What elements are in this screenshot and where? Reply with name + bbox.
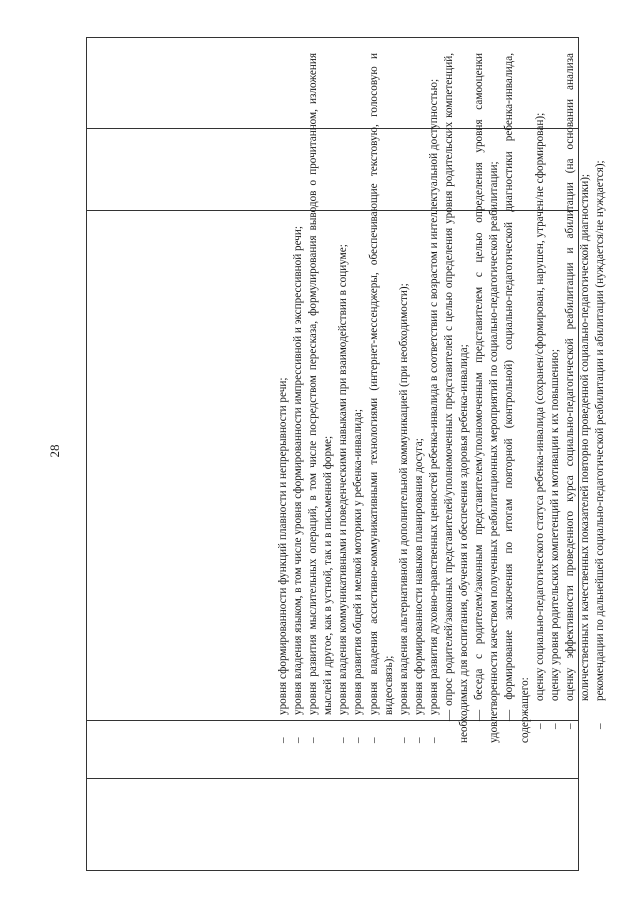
paragraph-dash: — bbox=[473, 709, 486, 721]
list-dash: – bbox=[548, 723, 561, 729]
paragraph-dash: — bbox=[443, 709, 456, 721]
cell-content bbox=[276, 53, 608, 743]
list-item-text: уровня развития мыслительных операций, в том числе посредством пересказа, формулирования выводов о прочитанном, изложения мыслей и другое, как в устной, так и в письменной форме; bbox=[307, 53, 335, 715]
list-item bbox=[367, 53, 397, 743]
list-item-text: рекомендации по дальнейшей социально-педагогической реабилитации и абилитации (нуждается/не нуждается); bbox=[593, 160, 606, 701]
paragraph-dash: — bbox=[503, 709, 516, 721]
sub-list-item bbox=[593, 53, 608, 743]
list-dash: – bbox=[427, 737, 440, 743]
list-item-text: уровня развития общей и мелкой моторики у ребенка-инвалида; bbox=[352, 409, 365, 715]
rotated-table-cell bbox=[276, 53, 640, 743]
list-dash: – bbox=[412, 737, 425, 743]
list-item bbox=[397, 53, 412, 743]
list-item-text: уровня владения языком, в том числе уровня сформированности импрессивной и экспрессивной речи; bbox=[292, 225, 305, 715]
list-item-text: оценку уровня родительских компетенций и мотивации к их повышению; bbox=[548, 349, 561, 701]
list-dash: – bbox=[307, 737, 320, 743]
list-dash: – bbox=[397, 737, 410, 743]
sub-list-item bbox=[548, 53, 563, 743]
list-item-text: уровня сформированности функций плавности и непрерывности речи; bbox=[277, 377, 289, 715]
list-item-text: уровня владения альтернативной и дополнительной коммуникацией (при необходимости); bbox=[397, 283, 410, 715]
list-item bbox=[276, 53, 291, 743]
list-item bbox=[291, 53, 306, 743]
list-dash: – bbox=[277, 737, 289, 743]
list-item-text: оценку эффективности проведенного курса социально-педагогической реабилитации и абилитации (на основании анализа количественных и качественных показателей повторно проведенной социально-педагогической диагностики); bbox=[563, 53, 591, 701]
list-item bbox=[427, 53, 442, 743]
list-item bbox=[336, 53, 351, 743]
list-item bbox=[412, 53, 427, 743]
list-dash: – bbox=[563, 723, 576, 729]
list-dash: – bbox=[337, 737, 350, 743]
list-dash: – bbox=[292, 737, 305, 743]
list-item-text: уровня сформированности навыков планирования досуга; bbox=[412, 438, 425, 715]
list-dash: – bbox=[533, 723, 546, 729]
list-item-text: уровня владения коммуникативными и поведенческими навыками при взаимодействии в социуме; bbox=[337, 244, 350, 715]
page-number: 28 bbox=[47, 444, 62, 458]
paragraph bbox=[502, 53, 532, 743]
list-item bbox=[306, 53, 336, 743]
list-dash: – bbox=[593, 723, 606, 729]
paragraph bbox=[442, 53, 472, 743]
list-dash: – bbox=[367, 737, 380, 743]
paragraph-text: беседа с родителем/законным представителем/уполномоченным представителем с целью определения уровня самооценки удовлетворенности качеством полученных реабилитационных мероприятий по социально-педагогической реабилитации; bbox=[473, 52, 501, 743]
list-item-text: оценку социально-педагогического статуса ребенка-инвалида (сохранен/сформирован, нарушен, утрачен/не сформирован); bbox=[533, 112, 546, 701]
list-item-text: уровня развития духовно-нравственных ценностей ребенка-инвалида в соответствии с возрастом и интеллектуальной доступностью; bbox=[427, 78, 440, 715]
paragraph-text: опрос родителей/законных представителей/уполномоченных представителей с целью определения уровня родительских компетенций, необходимых для воспитания, обучения и обеспечения здоровья ребенка-инвалида; bbox=[443, 52, 471, 743]
paragraph-text: формирование заключения по итогам повторной (контрольной) социально-педагогической диагностики ребенка-инвалида, содержащего: bbox=[503, 52, 531, 743]
list-dash: – bbox=[352, 737, 365, 743]
list-item bbox=[351, 53, 366, 743]
sub-list-item bbox=[533, 53, 548, 743]
sub-list-item bbox=[563, 53, 593, 743]
list-item-text: уровня владения ассистивно-коммуникативными технологиями (интернет-мессенджеры, обеспечивающие текстовую, голосовую и видеосвязь); bbox=[367, 53, 395, 715]
paragraph bbox=[472, 53, 502, 743]
table-row-divider bbox=[87, 778, 578, 779]
